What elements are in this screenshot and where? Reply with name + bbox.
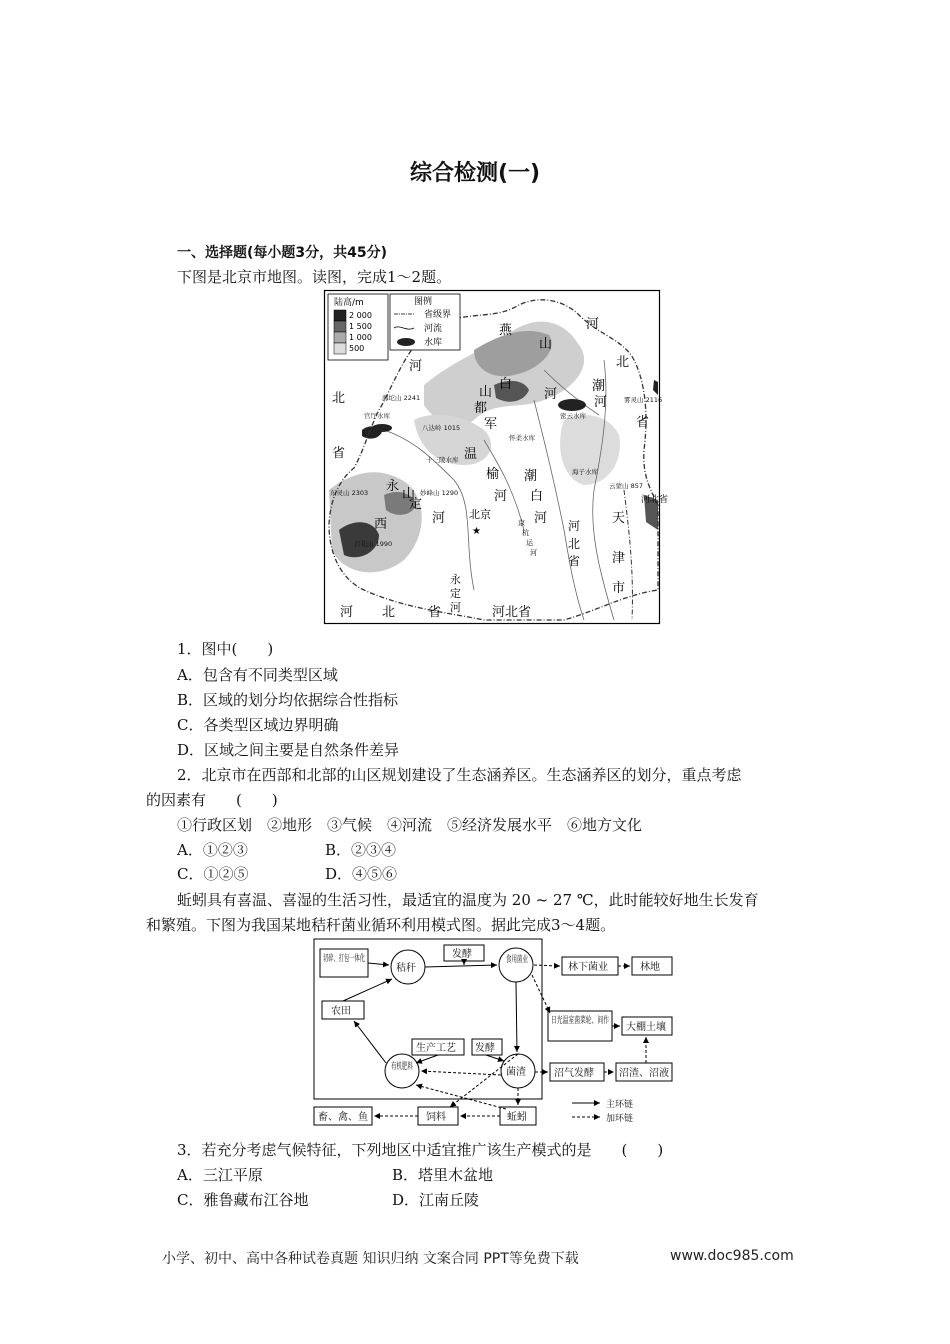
svg-text:永: 永 [386,479,400,494]
svg-text:官厅水库: 官厅水库 [364,412,390,420]
crush-label: 切碎、打包一体化 [323,954,396,964]
symbol-legend [390,294,460,350]
beijing-map [324,290,669,624]
footer-text: 小学、初中、高中各种试卷真题 知识归纳 文案合同 PPT等免费下载 [162,1251,579,1267]
svg-text:东灵山 2303: 东灵山 2303 [330,489,369,497]
svg-text:运: 运 [526,539,533,547]
q2-option-d: D．④⑤⑥ [325,865,398,883]
svg-text:沼渣、沼液: 沼渣、沼液 [619,1068,669,1079]
svg-text:海坨山 2241: 海坨山 2241 [382,394,421,402]
svg-text:省: 省 [332,446,346,461]
greenhouse-label: 日光温室菌菜轮、间作 [551,1016,642,1026]
svg-text:林地: 林地 [640,962,660,973]
q3-stem: 3．若充分考虑气候特征，下列地区中适宜推广该生产模式的是 ( ) [177,1141,664,1159]
svg-text:八达岭 1015: 八达岭 1015 [422,424,461,432]
footer-link[interactable]: www.doc985.com [670,1248,794,1264]
svg-text:北: 北 [382,605,396,620]
svg-text:密云水库: 密云水库 [560,412,586,420]
section-heading: 一、选择题(每小题3分，共45分) [177,245,388,261]
svg-text:发酵: 发酵 [452,949,472,960]
q2-factors: ①行政区划 ②地形 ③气候 ④河流 ⑤经济发展水平 ⑥地方文化 [177,816,643,834]
intro-map: 下图是北京市地图。读图，完成1～2题。 [177,268,452,286]
svg-text:河北省: 河北省 [641,495,669,505]
svg-text:畜、禽、鱼: 畜、禽、鱼 [318,1112,368,1123]
straw-fungi-cycle-diagram [310,935,680,1131]
svg-text:河: 河 [586,317,600,332]
edible-label: 食用菌业 [506,955,543,965]
svg-text:百花山 1990: 百花山 1990 [354,540,393,548]
svg-text:榆: 榆 [486,467,500,482]
svg-text:省: 省 [428,605,442,620]
svg-text:山: 山 [539,337,553,352]
elevation-legend [328,294,388,360]
q1-option-c: C．各类型区域边界明确 [177,716,339,734]
svg-text:大棚土壤: 大棚土壤 [626,1022,666,1033]
svg-text:省: 省 [636,415,650,430]
svg-text:2 000: 2 000 [349,311,372,320]
svg-text:北京: 北京 [469,508,491,521]
q1-option-a: A．包含有不同类型区域 [177,666,338,684]
svg-text:河: 河 [340,605,354,620]
svg-text:河: 河 [494,489,508,504]
svg-text:定: 定 [450,587,461,600]
svg-text:温: 温 [464,447,478,462]
intro-earthworm-line1: 蚯蚓具有喜温、喜湿的生活习性，最适宜的温度为 20 ~ 27 ℃，此时能较好地生长发育 [177,891,759,909]
svg-text:白: 白 [499,377,513,392]
svg-text:市: 市 [612,581,626,596]
q3-option-d: D．江南丘陵 [392,1191,480,1209]
svg-text:省级界: 省级界 [424,310,452,320]
svg-text:河: 河 [409,359,423,374]
svg-text:都: 都 [474,401,488,416]
q3-option-b: B．塔里木盆地 [392,1166,494,1184]
miyun-reservoir-shape [558,399,586,411]
q3-option-a: A．三江平原 [177,1166,263,1184]
svg-text:河: 河 [530,549,537,557]
svg-text:山: 山 [479,385,493,400]
svg-text:饲料: 饲料 [426,1112,446,1123]
svg-text:天: 天 [612,511,626,526]
capital-star-icon: ★ [472,526,481,537]
q1-stem: 1．图中( ) [177,640,274,658]
svg-text:加环链: 加环链 [606,1114,634,1124]
svg-text:十三陵水库: 十三陵水库 [426,456,459,464]
svg-text:怀柔水库: 怀柔水库 [509,434,535,442]
page-title: 综合检测(一) [409,161,541,186]
svg-text:北: 北 [616,355,630,370]
svg-text:河: 河 [534,511,548,526]
svg-text:定: 定 [409,497,423,512]
svg-text:水库: 水库 [424,338,443,348]
organic-label: 有机肥料 [391,1062,428,1072]
svg-text:京: 京 [518,519,525,527]
svg-text:雾灵山 2116: 雾灵山 2116 [624,396,663,404]
svg-text:林下菌业: 林下菌业 [568,962,608,973]
svg-text:省: 省 [568,554,581,568]
svg-text:河: 河 [432,511,446,526]
svg-text:1 500: 1 500 [349,322,372,331]
svg-text:津: 津 [612,551,626,566]
svg-text:潮: 潮 [592,379,606,394]
svg-text:燕: 燕 [499,323,513,338]
q2-stem-line1: 2．北京市在西部和北部的山区规划建设了生态涵养区。生态涵养区的划分，重点考虑 [177,766,742,784]
q2-option-c: C．①②⑤ [177,865,249,883]
svg-text:永: 永 [450,573,461,586]
svg-text:500: 500 [349,344,365,353]
svg-text:秸秆: 秸秆 [396,963,416,974]
svg-text:蚯蚓: 蚯蚓 [507,1112,527,1123]
q2-option-a: A．①②③ [177,841,248,859]
svg-text:山: 山 [402,487,416,502]
intro-earthworm-line2: 和繁殖。下图为我国某地秸秆菌业循环利用模式图。据此完成3～4题。 [146,916,616,934]
svg-text:西: 西 [374,517,388,532]
q3-option-c: C．雅鲁藏布江谷地 [177,1191,309,1209]
svg-text:菌渣: 菌渣 [506,1067,526,1078]
svg-text:潮: 潮 [524,469,538,484]
q2-option-b: B．②③④ [325,841,397,859]
svg-text:海子水库: 海子水库 [572,468,598,476]
svg-text:河: 河 [594,395,608,410]
svg-text:白: 白 [530,489,544,504]
svg-text:北: 北 [332,391,346,406]
svg-text:北: 北 [568,537,581,551]
svg-text:沼气发酵: 沼气发酵 [554,1068,594,1079]
svg-text:云蒙山 857: 云蒙山 857 [609,482,643,490]
svg-text:军: 军 [484,417,498,432]
svg-text:发酵: 发酵 [475,1043,495,1054]
svg-text:农田: 农田 [331,1006,351,1017]
svg-text:图例: 图例 [414,297,433,307]
svg-text:陆高/m: 陆高/m [334,298,364,308]
svg-text:河北省: 河北省 [492,605,532,620]
svg-text:生产工艺: 生产工艺 [416,1043,456,1054]
svg-text:妙峰山 1290: 妙峰山 1290 [420,489,459,497]
q1-option-d: D．区域之间主要是自然条件差异 [177,741,400,759]
svg-text:河: 河 [450,601,461,614]
svg-text:1 000: 1 000 [349,333,372,342]
q2-stem-line2: 的因素有 ( ) [146,791,278,809]
svg-text:河: 河 [568,519,581,533]
svg-text:河: 河 [544,387,558,402]
svg-text:河流: 河流 [424,324,443,334]
guanting-reservoir-shape [372,424,392,432]
svg-text:杭: 杭 [522,529,529,537]
q1-option-b: B．区域的划分均依据综合性指标 [177,691,399,709]
svg-text:主环链: 主环链 [606,1100,634,1110]
